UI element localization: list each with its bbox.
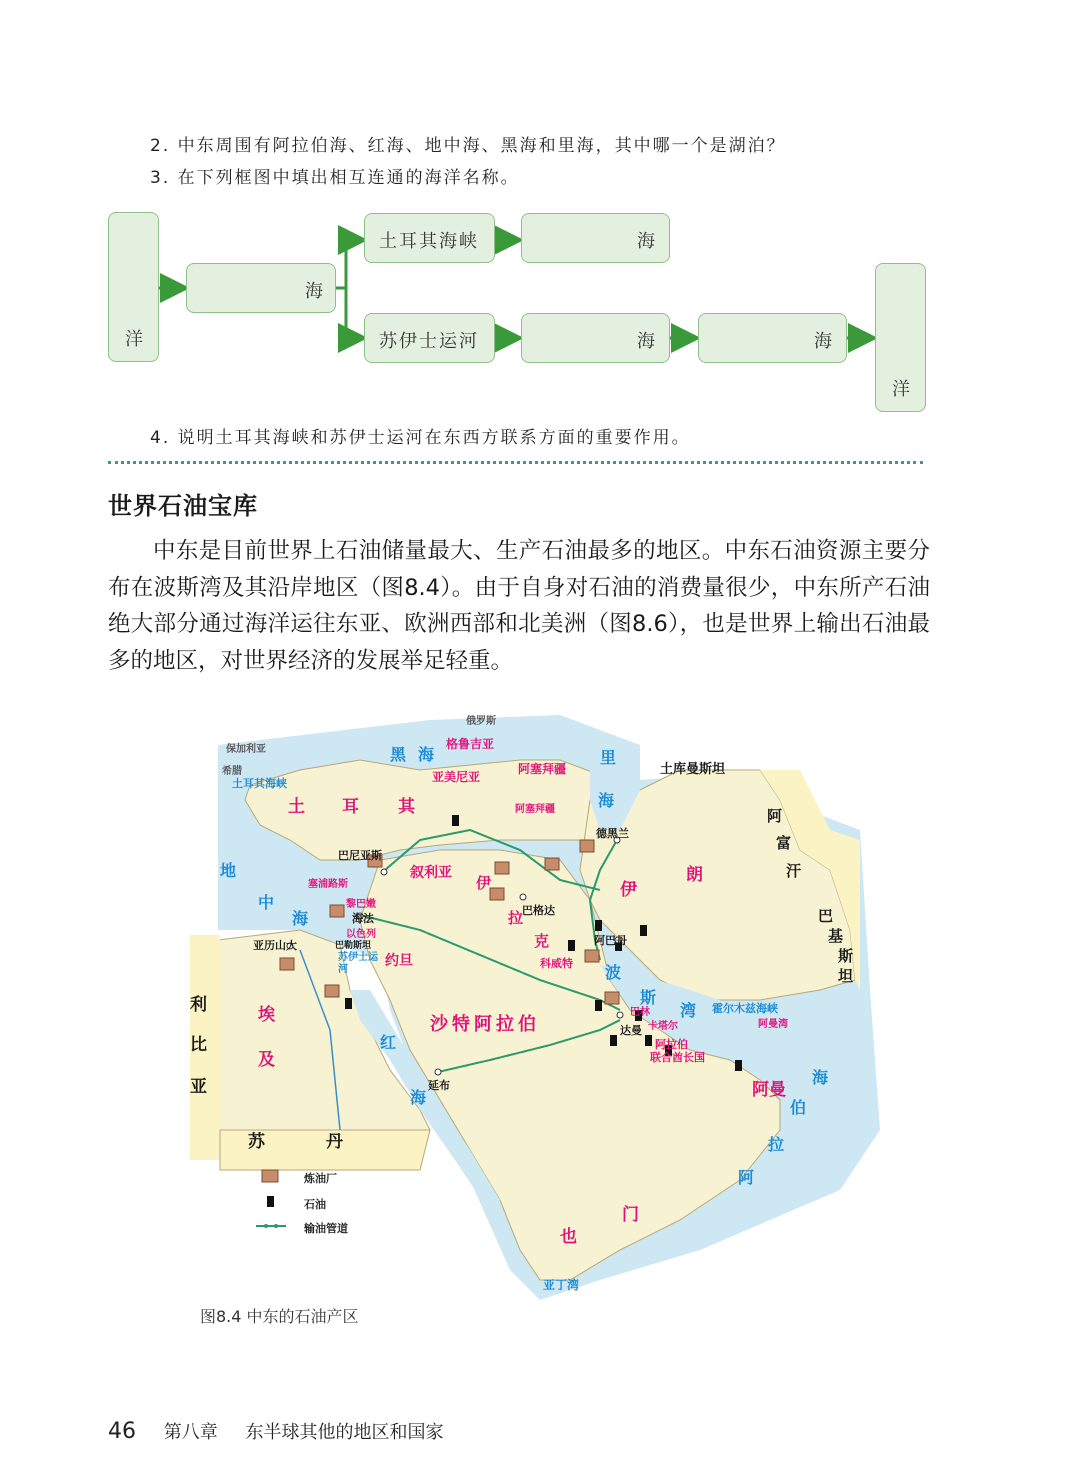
flow-box-turkish-strait: 土耳其海峡 [364, 213, 495, 263]
label-med-1: 地 [220, 861, 237, 880]
label-azerbaijan: 阿塞拜疆 [518, 762, 567, 776]
legend-oil-icon [267, 1196, 274, 1207]
label-yemen-2: 门 [622, 1205, 639, 1225]
refinery-icon [545, 858, 559, 870]
refinery-icon [280, 958, 294, 970]
label-afghan-2: 富 [776, 834, 792, 852]
label-egypt-1: 埃 [258, 1005, 275, 1025]
label-gulf-1: 波 [605, 963, 622, 982]
label-arabsea-1: 海 [812, 1068, 829, 1087]
label-libya-1: 利 [190, 995, 207, 1015]
label-turkish-strait: 土耳其海峡 [232, 777, 287, 790]
label-turkey-2: 耳 [342, 797, 359, 817]
chapter-label: 第八章 [163, 1422, 218, 1443]
label-turkey-1: 土 [288, 797, 305, 817]
city-marker [435, 1069, 441, 1075]
question-3: 3. 在下列框图中填出相互连通的海洋名称。 [150, 168, 520, 188]
label-med-3: 海 [292, 909, 309, 928]
label-sudan-2: 丹 [326, 1132, 343, 1152]
label-arabsea-4: 阿 [738, 1168, 755, 1187]
city-marker [381, 869, 387, 875]
label-uae-1: 阿拉伯 [655, 1038, 688, 1051]
label-bulgaria: 保加利亚 [226, 744, 266, 755]
label-med-2: 中 [258, 893, 275, 912]
label-oman: 阿曼 [752, 1080, 786, 1100]
label-israel: 以色列 [346, 929, 376, 940]
chapter-title: 东半球其他的地区和国家 [245, 1422, 444, 1443]
label-dammam: 达曼 [620, 1024, 642, 1037]
flow-box-left-ocean: 洋 [108, 212, 159, 362]
legend-refinery-label: 炼油厂 [304, 1172, 337, 1185]
label-azerbaijan-2: 阿塞拜疆 [515, 804, 555, 815]
label-libya-3: 亚 [190, 1077, 207, 1097]
refinery-icon [585, 950, 599, 962]
label-baniyas: 巴尼亚斯 [338, 849, 382, 862]
label-turkey-3: 其 [398, 797, 415, 817]
label-black-sea-1: 黑 [390, 745, 407, 764]
label-turkmenistan: 土库曼斯坦 [660, 762, 726, 777]
label-palestine: 巴勒斯坦 [335, 941, 372, 951]
label-afghan-1: 阿 [767, 807, 783, 825]
refinery-icon [330, 905, 344, 917]
label-oman-gulf: 阿曼湾 [758, 1019, 788, 1030]
label-black-sea-2: 海 [418, 745, 435, 764]
flow-box-sea-right: 海 [698, 313, 847, 363]
map-legend [256, 1170, 286, 1228]
label-iraq-3: 克 [534, 932, 550, 950]
label-afghan-3: 汗 [786, 862, 802, 880]
label-sudan-1: 苏 [248, 1132, 265, 1152]
label-abadan: 阿巴丹 [594, 934, 627, 947]
label-egypt-2: 及 [258, 1050, 275, 1070]
city-marker [520, 894, 526, 900]
legend-oil-label: 石油 [304, 1198, 326, 1211]
page-footer [108, 1418, 443, 1444]
refinery-icon [325, 985, 339, 997]
label-pak-2: 基 [828, 927, 844, 945]
label-uae-2: 联合酋长国 [650, 1051, 705, 1064]
label-haifa: 海法 [352, 912, 374, 925]
label-lebanon: 黎巴嫩 [346, 899, 376, 910]
refinery-icon [605, 992, 619, 1004]
label-caspian-2: 海 [598, 791, 615, 810]
flow-box-sea: 海 [186, 263, 336, 313]
label-pak-1: 巴 [818, 907, 834, 925]
label-red-2: 海 [410, 1088, 427, 1107]
label-jordan: 约旦 [385, 953, 413, 969]
refinery-icon [580, 840, 594, 852]
label-armenia: 亚美尼亚 [432, 770, 481, 784]
flow-box-sea-mid: 海 [521, 313, 670, 363]
label-pak-4: 坦 [838, 967, 854, 985]
label-iraq-1: 伊 [476, 874, 492, 892]
label-gulf-3: 湾 [680, 1001, 697, 1020]
label-georgia: 格鲁吉亚 [446, 737, 495, 751]
label-greece: 希腊 [222, 766, 242, 777]
label-cyprus: 塞浦路斯 [308, 879, 348, 890]
label-syria: 叙利亚 [410, 865, 452, 881]
label-iran-1: 伊 [620, 880, 637, 900]
oil-well-icon [735, 1060, 742, 1071]
legend-pipeline-label: 输油管道 [304, 1222, 348, 1235]
label-caspian-1: 里 [600, 748, 617, 767]
label-suez: 苏伊士运河 [338, 952, 378, 975]
page-number: 46 [108, 1419, 136, 1444]
label-gulf-2: 斯 [640, 988, 657, 1007]
section-title: 世界石油宝库 [108, 492, 258, 520]
label-libya-2: 比 [190, 1035, 207, 1055]
label-russia: 俄罗斯 [466, 716, 496, 727]
label-alexandria: 亚历山大 [253, 939, 297, 952]
paragraph-text: 中东是目前世界上石油储量最大、生产石油最多的地区。中东石油资源主要分布在波斯湾及其沿岸地区（图8.4）。由于自身对石油的消费量很少，中东所产石油绝大部分通过海洋运往东亚、欧洲西部和北美洲（图8.6），也是世界上输出石油最多的地区，对世界经济的发展举足轻重。 [108, 538, 930, 674]
label-hormuz: 霍尔木兹海峡 [712, 1002, 778, 1015]
label-red-1: 红 [380, 1033, 397, 1052]
legend-refinery-icon [262, 1170, 278, 1182]
oil-well-icon [595, 920, 602, 931]
label-iran-2: 朗 [686, 865, 703, 885]
label-baghdad: 巴格达 [522, 904, 555, 917]
label-iraq-2: 拉 [508, 909, 524, 927]
oil-well-icon [568, 940, 575, 951]
label-arabsea-2: 伯 [790, 1098, 807, 1117]
flow-box-suez: 苏伊士运河 [364, 313, 495, 363]
label-qatar: 卡塔尔 [648, 1021, 678, 1032]
label-tehran: 德黑兰 [596, 827, 629, 840]
oil-well-icon [640, 925, 647, 936]
oil-well-icon [595, 1000, 602, 1011]
flow-box-right-ocean: 洋 [875, 263, 926, 412]
label-aden: 亚丁湾 [543, 1278, 580, 1292]
oil-well-icon [645, 1035, 652, 1046]
oil-well-icon [610, 1035, 617, 1046]
label-arabsea-3: 拉 [768, 1135, 785, 1154]
refinery-icon [495, 862, 509, 874]
label-yemen-1: 也 [560, 1227, 577, 1247]
question-2: 2. 中东周围有阿拉伯海、红海、地中海、黑海和里海，其中哪一个是湖泊？ [150, 136, 786, 156]
label-bahrain: 巴林 [630, 1007, 650, 1018]
label-yanbu: 延布 [428, 1079, 450, 1092]
oil-well-icon [452, 815, 459, 826]
question-4: 4. 说明土耳其海峡和苏伊士运河在东西方联系方面的重要作用。 [150, 428, 691, 448]
label-kuwait: 科威特 [540, 957, 573, 970]
figure-caption: 图8.4 中东的石油产区 [200, 1307, 359, 1326]
refinery-icon [490, 888, 504, 900]
label-pak-3: 斯 [838, 947, 854, 965]
label-saudi: 沙特阿拉伯 [430, 1014, 540, 1035]
city-marker [617, 1012, 623, 1018]
flow-box-sea-top: 海 [521, 213, 670, 263]
oil-well-icon [345, 998, 352, 1009]
